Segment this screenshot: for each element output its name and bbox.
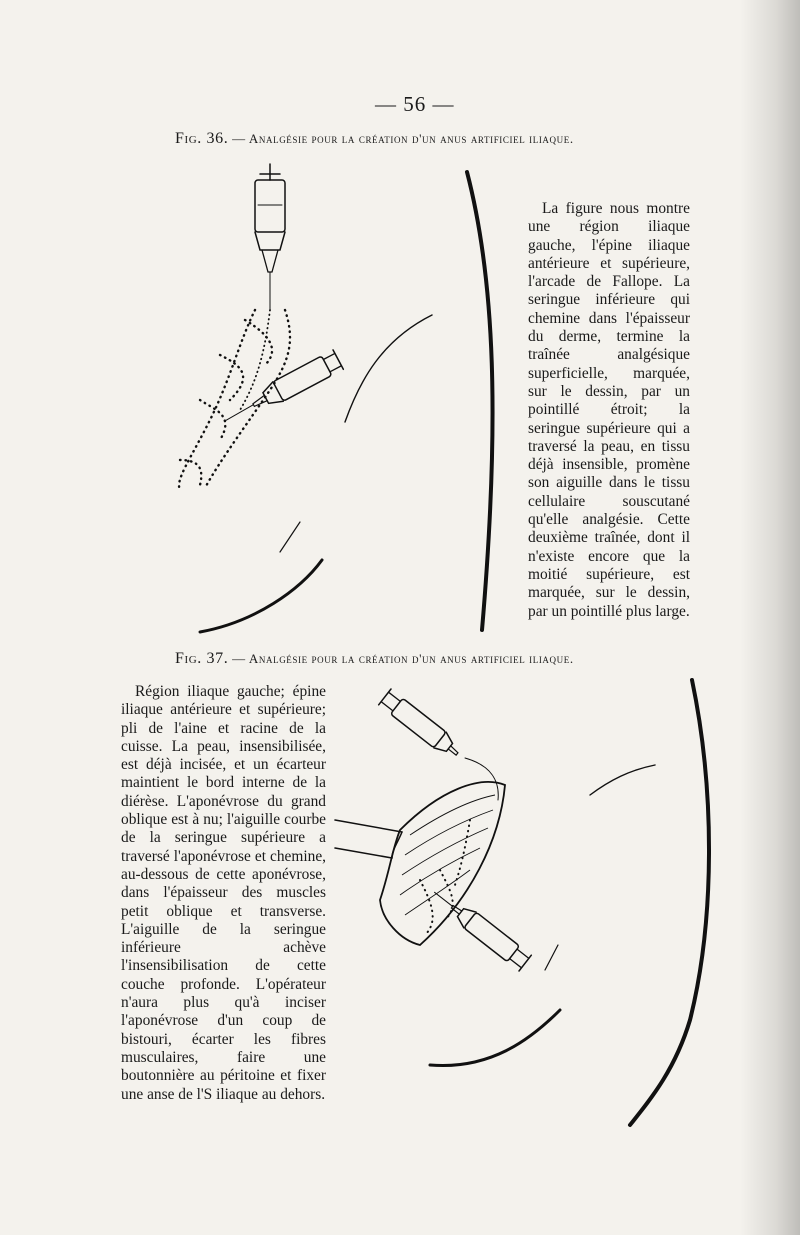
- figure-37-illustration: [330, 670, 720, 1140]
- figure-37-description-text: Région iliaque gauche; épine iliaque antérieure et supérieure; pli de l'aine et racine de la cuisse. La peau, insensibilisée, est déjà incisée, et un écarteur maintient le bord interne de la diérèse. L'aponévrose du grand oblique est à nu; l'aiguille courbe de la seringue supérieure a traversé l'aponévrose et chemine, au-dessous de cette aponévrose, dans l'épaisseur des muscles petit oblique et transverse. L'aiguille de la seringue inférieure achève l'insensibilisation de cette couche profonde. L'opérateur n'aura plus qu'à inciser l'aponévrose d'un coup de bistouri, écarter les fibres musculaires, faire une boutonnière au péritoine et fixer une anse de l'S iliaque au dehors.: [121, 683, 326, 1103]
- figure-36-title: — Analgésie pour la création d'un anus artificiel iliaque.: [232, 131, 574, 146]
- figure-36-label: Fig. 36.: [175, 130, 229, 147]
- figure-36-illustration: [160, 160, 520, 640]
- figure-37-caption: [175, 650, 574, 668]
- figure-37-description: [121, 683, 326, 1104]
- figure-37-title: — Analgésie pour la création d'un anus artificiel iliaque.: [232, 651, 574, 666]
- figure-37-label: Fig. 37.: [175, 650, 229, 667]
- figure-36-description-text: La figure nous montre une région iliaque gauche, l'épine iliaque antérieure et supérieure, l'arcade de Fallope. La seringue inférieure qui chemine dans l'épaisseur du derme, termine la traînée analgésique superficielle, marquée, sur le dessin, par un pointillé étroit; la seringue supérieure qui a traversé la peau, en tissu déjà insensible, promène son aiguille dans le tissu cellulaire souscutané qu'elle analgésie. Cette deuxième traînée, dont il n'existe encore que la moitié supérieure, est marquée, sur le dessin, par un pointillé plus large.: [528, 200, 690, 620]
- figure-36-caption: [175, 130, 574, 148]
- page-number: — 56 —: [375, 92, 455, 116]
- page-edge-shadow: [740, 0, 800, 1235]
- figure-36-description: [528, 200, 690, 621]
